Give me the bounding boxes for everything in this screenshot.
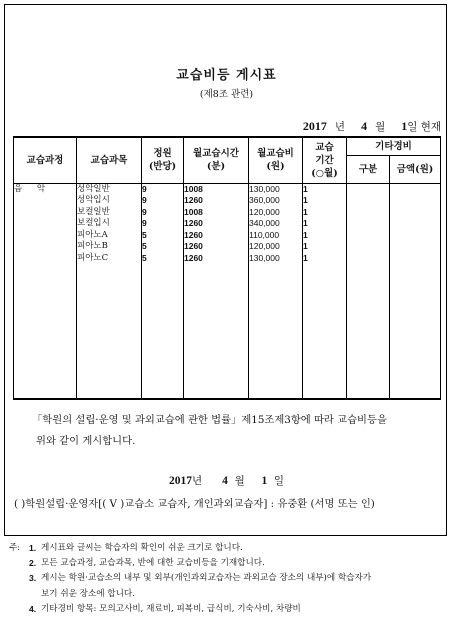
notice-line-2: 위와 같이 게시합니다. xyxy=(36,435,136,447)
document-title: 교습비등 게시표 xyxy=(176,68,277,83)
subject-cell: 피아노C xyxy=(77,253,109,264)
notice-line-1: 「학원의 설립·운영 및 과외교습에 관한 법률」제15조제3항에 따라 교습비등을 xyxy=(32,414,387,426)
header-course: 교습과정 xyxy=(14,137,77,183)
footnote-text: 모든 교습과정, 교습과목, 반에 대한 교습비등을 기재합니다. xyxy=(41,558,265,569)
capacity-cell: 5 xyxy=(142,229,147,240)
period-cell: 1 xyxy=(303,206,308,217)
hours-cell: 1260 xyxy=(184,218,203,229)
signature-day: 1 xyxy=(261,475,268,487)
header-other-expenses: 기타경비 xyxy=(347,137,441,155)
capacity-cell: 9 xyxy=(142,183,147,194)
subject-cell: 성악입시 xyxy=(77,195,110,206)
header-other-type: 구분 xyxy=(347,155,390,183)
hours-column xyxy=(184,183,249,399)
footnote-item xyxy=(9,571,445,586)
header-other-amount: 금액(원) xyxy=(390,155,441,183)
subject-cell: 보컬일반 xyxy=(77,206,110,217)
footnote-number: 4. xyxy=(29,603,37,614)
header-monthly-hours: 월교습시간 (분) xyxy=(184,137,249,183)
footnote-lead xyxy=(9,602,29,617)
footnote-lead xyxy=(9,571,29,586)
as-of-month: 4 xyxy=(361,119,368,133)
hours-cell: 1008 xyxy=(184,206,203,217)
fee-cell: 340,000 xyxy=(249,218,280,229)
capacity-cell: 5 xyxy=(142,253,147,264)
document-subtitle: (제8조 관련) xyxy=(199,89,254,100)
header-monthly-fee: 월교습비 (원) xyxy=(249,137,303,183)
fee-cell: 120,000 xyxy=(249,206,280,217)
capacity-cell: 9 xyxy=(142,206,147,217)
as-of-month-unit: 월 xyxy=(375,121,386,133)
subject-cell: 피아노B xyxy=(77,241,108,252)
fee-cell: 360,000 xyxy=(249,195,280,206)
footnote-number: 1. xyxy=(29,543,37,553)
footnote-lead: 주: xyxy=(9,543,21,553)
fee-cell: 130,000 xyxy=(249,183,280,194)
course-name: 음 악 xyxy=(14,183,52,194)
legal-notice xyxy=(32,410,442,452)
subject-column xyxy=(77,183,142,399)
footnotes xyxy=(9,541,445,617)
header-period: 교습 기간 (○월) xyxy=(303,137,347,183)
operator-declaration: ( )학원설립·운영자[( V )교습소 교습자, 개인과외교습자] : 유중환 (서명 또는 인) xyxy=(14,498,375,510)
hours-cell: 1260 xyxy=(184,195,203,206)
capacity-cell: 9 xyxy=(142,195,147,206)
period-cell: 1 xyxy=(303,229,308,240)
footnote-lead xyxy=(9,556,29,571)
capacity-column xyxy=(142,183,184,399)
signature-month-unit: 월 xyxy=(234,475,245,487)
signature-month: 4 xyxy=(222,475,228,487)
signature-year-unit: 년 xyxy=(191,475,203,487)
hours-cell: 1008 xyxy=(184,183,203,194)
period-cell: 1 xyxy=(303,253,308,264)
header-capacity: 정원 (반당) xyxy=(142,137,184,183)
fee-cell: 110,000 xyxy=(249,229,280,240)
fee-cell: 130,000 xyxy=(249,253,280,264)
signature-day-unit: 일 xyxy=(273,475,285,487)
other-type-column xyxy=(347,183,390,399)
capacity-cell: 5 xyxy=(142,241,147,252)
period-cell: 1 xyxy=(303,241,308,252)
signature-year: 2017 xyxy=(168,475,192,487)
fee-table xyxy=(13,136,441,400)
period-column xyxy=(303,183,347,399)
footnote-text: 게시표와 글씨는 학습자의 확인이 쉬운 크기로 합니다. xyxy=(41,543,243,553)
footnote-number: 3. xyxy=(29,573,37,584)
subject-cell: 피아노A xyxy=(77,229,108,240)
footnote-item xyxy=(9,541,445,556)
fee-column xyxy=(249,183,303,399)
as-of-day-unit: 일 현재 xyxy=(407,121,441,133)
footnote-continuation: 보기 쉬운 장소에 합니다. xyxy=(41,588,135,599)
hours-cell: 1260 xyxy=(184,253,203,264)
hours-cell: 1260 xyxy=(184,241,203,252)
other-amount-column xyxy=(390,183,441,399)
capacity-cell: 9 xyxy=(142,218,147,229)
period-cell: 1 xyxy=(303,195,308,206)
as-of-day: 1 xyxy=(401,119,408,133)
subject-cell: 성악일반 xyxy=(77,183,110,194)
as-of-year-unit: 년 xyxy=(334,121,346,133)
subject-cell: 보컬입시 xyxy=(77,218,110,229)
footnote-item xyxy=(9,556,445,571)
period-cell: 1 xyxy=(303,183,308,194)
header-subject: 교습과목 xyxy=(77,137,142,183)
as-of-year: 2017 xyxy=(302,119,327,133)
footnote-item xyxy=(9,602,445,617)
period-cell: 1 xyxy=(303,218,308,229)
course-cell xyxy=(14,183,77,399)
footnote-number: 2. xyxy=(29,558,37,569)
as-of-date xyxy=(303,119,441,134)
hours-cell: 1260 xyxy=(184,229,203,240)
signature-date xyxy=(0,473,453,488)
footnote-text: 게시는 학원·교습소의 내부 및 외부(개인과외교습자는 과외교습 장소의 내부)에 학습자가 xyxy=(41,573,372,584)
footnote-text: 기타경비 항목: 모의고사비, 재료비, 피복비, 급식비, 기숙사비, 차량비 xyxy=(41,603,301,614)
fee-cell: 120,000 xyxy=(249,241,280,252)
